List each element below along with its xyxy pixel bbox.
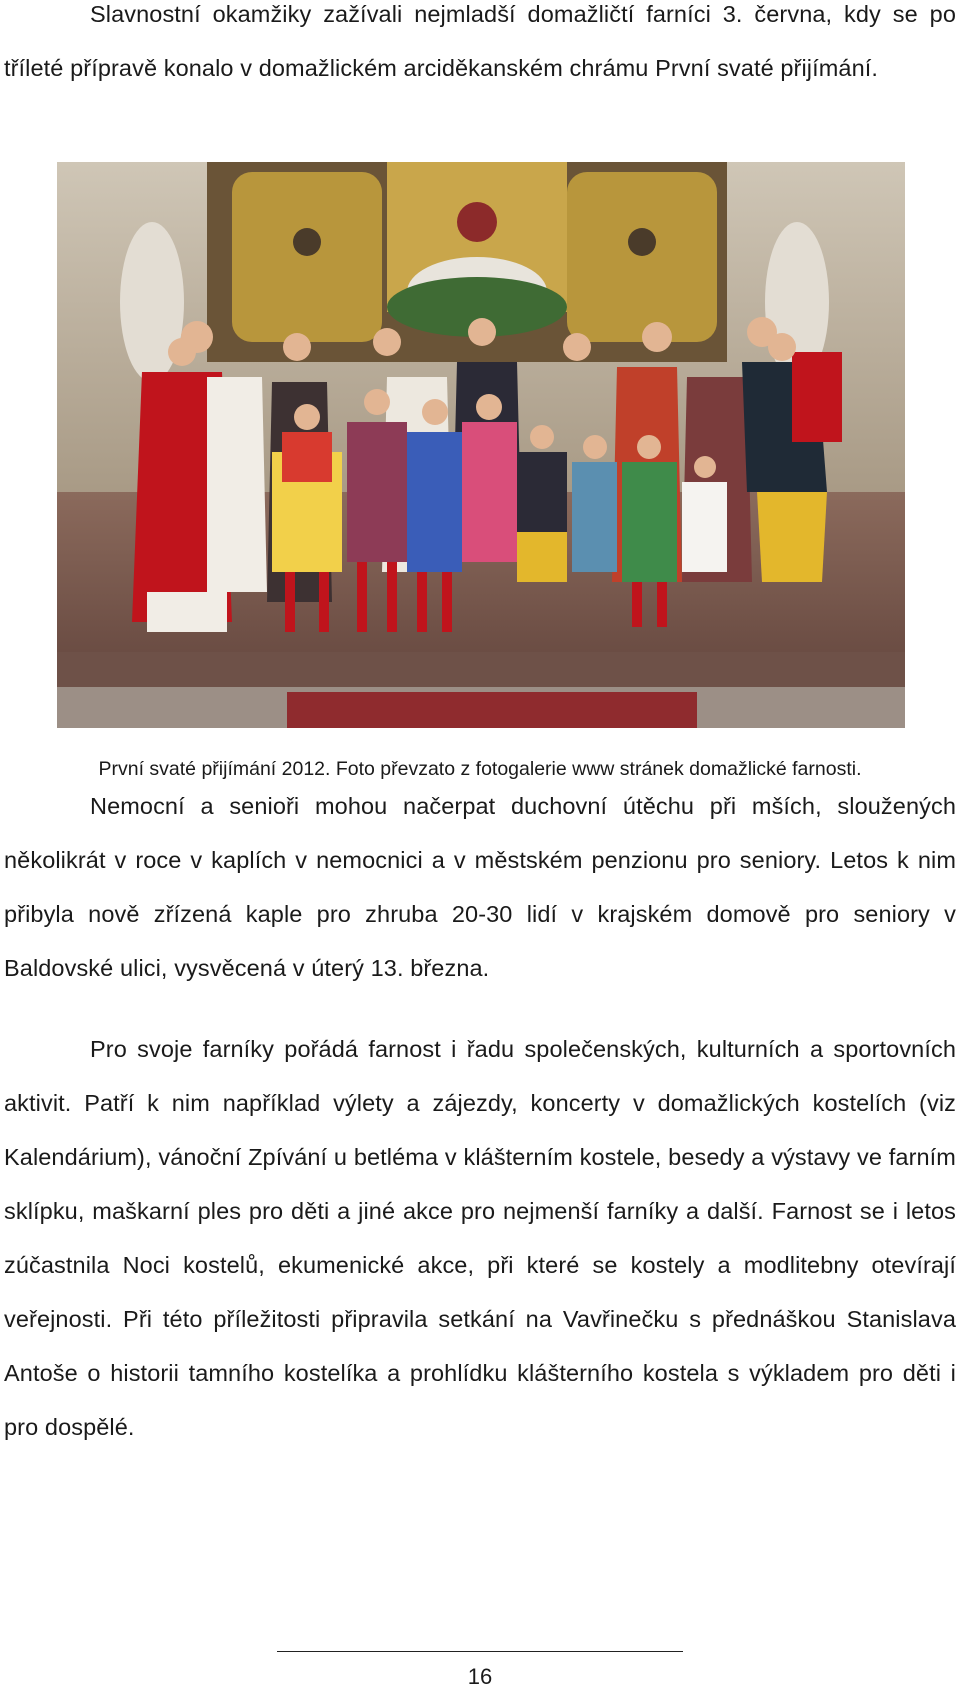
paragraph-activities-text: Pro svoje farníky pořádá farnost i řadu společenských, kulturních a sportovních aktivit. Patří k nim například výlety a zájezdy, koncerty v domažlických kostelích (viz Kalendárium), vánoční Zpívání u betléma v klášterním kostele, besedy a výstavy ve farním sklípku, maškarní ples pro děti a jiné akce pro nejmenší farníky a další. Farnost se i letos zúčastnila Noci kostelů, ekumenické akce, při které se kostely a modlitebny otevírají veřejnosti. Při této příležitosti připravila setkání na Vavřinečku s přednáškou Stanislava Antoše o historii tamního kostelíka a prohlídku klášterního kostela s výkladem pro děti i pro dospělé. <box>4 1036 956 1440</box>
paragraph-activities <box>4 1022 956 1454</box>
page-number: 16 <box>467 1664 493 1689</box>
first-communion-photo <box>57 162 905 728</box>
paragraph-communion-text: Slavnostní okamžiky zažívali nejmladší domažličtí farníci 3. června, kdy se po tříleté přípravě konalo v domažlickém arciděkanském chrámu První svaté přijímání. <box>4 1 956 81</box>
footer-rule <box>277 1651 683 1652</box>
photo-caption: První svaté přijímání 2012. Foto převzato z fotogalerie www stránek domažlické farnosti. <box>98 758 862 780</box>
group-photo-illustration <box>57 162 905 728</box>
paragraph-seniors <box>4 779 956 995</box>
paragraph-seniors-text: Nemocní a senioři mohou načerpat duchovní útěchu při mších, sloužených několikrát v roce v kaplích v nemocnici a v městském penzionu pro seniory. Letos k nim přibyla nově zřízená kaple pro zhruba 20-30 lidí v krajském domově pro seniory v Baldovské ulici, vysvěcená v úterý 13. března. <box>4 793 956 981</box>
paragraph-communion <box>4 0 956 95</box>
